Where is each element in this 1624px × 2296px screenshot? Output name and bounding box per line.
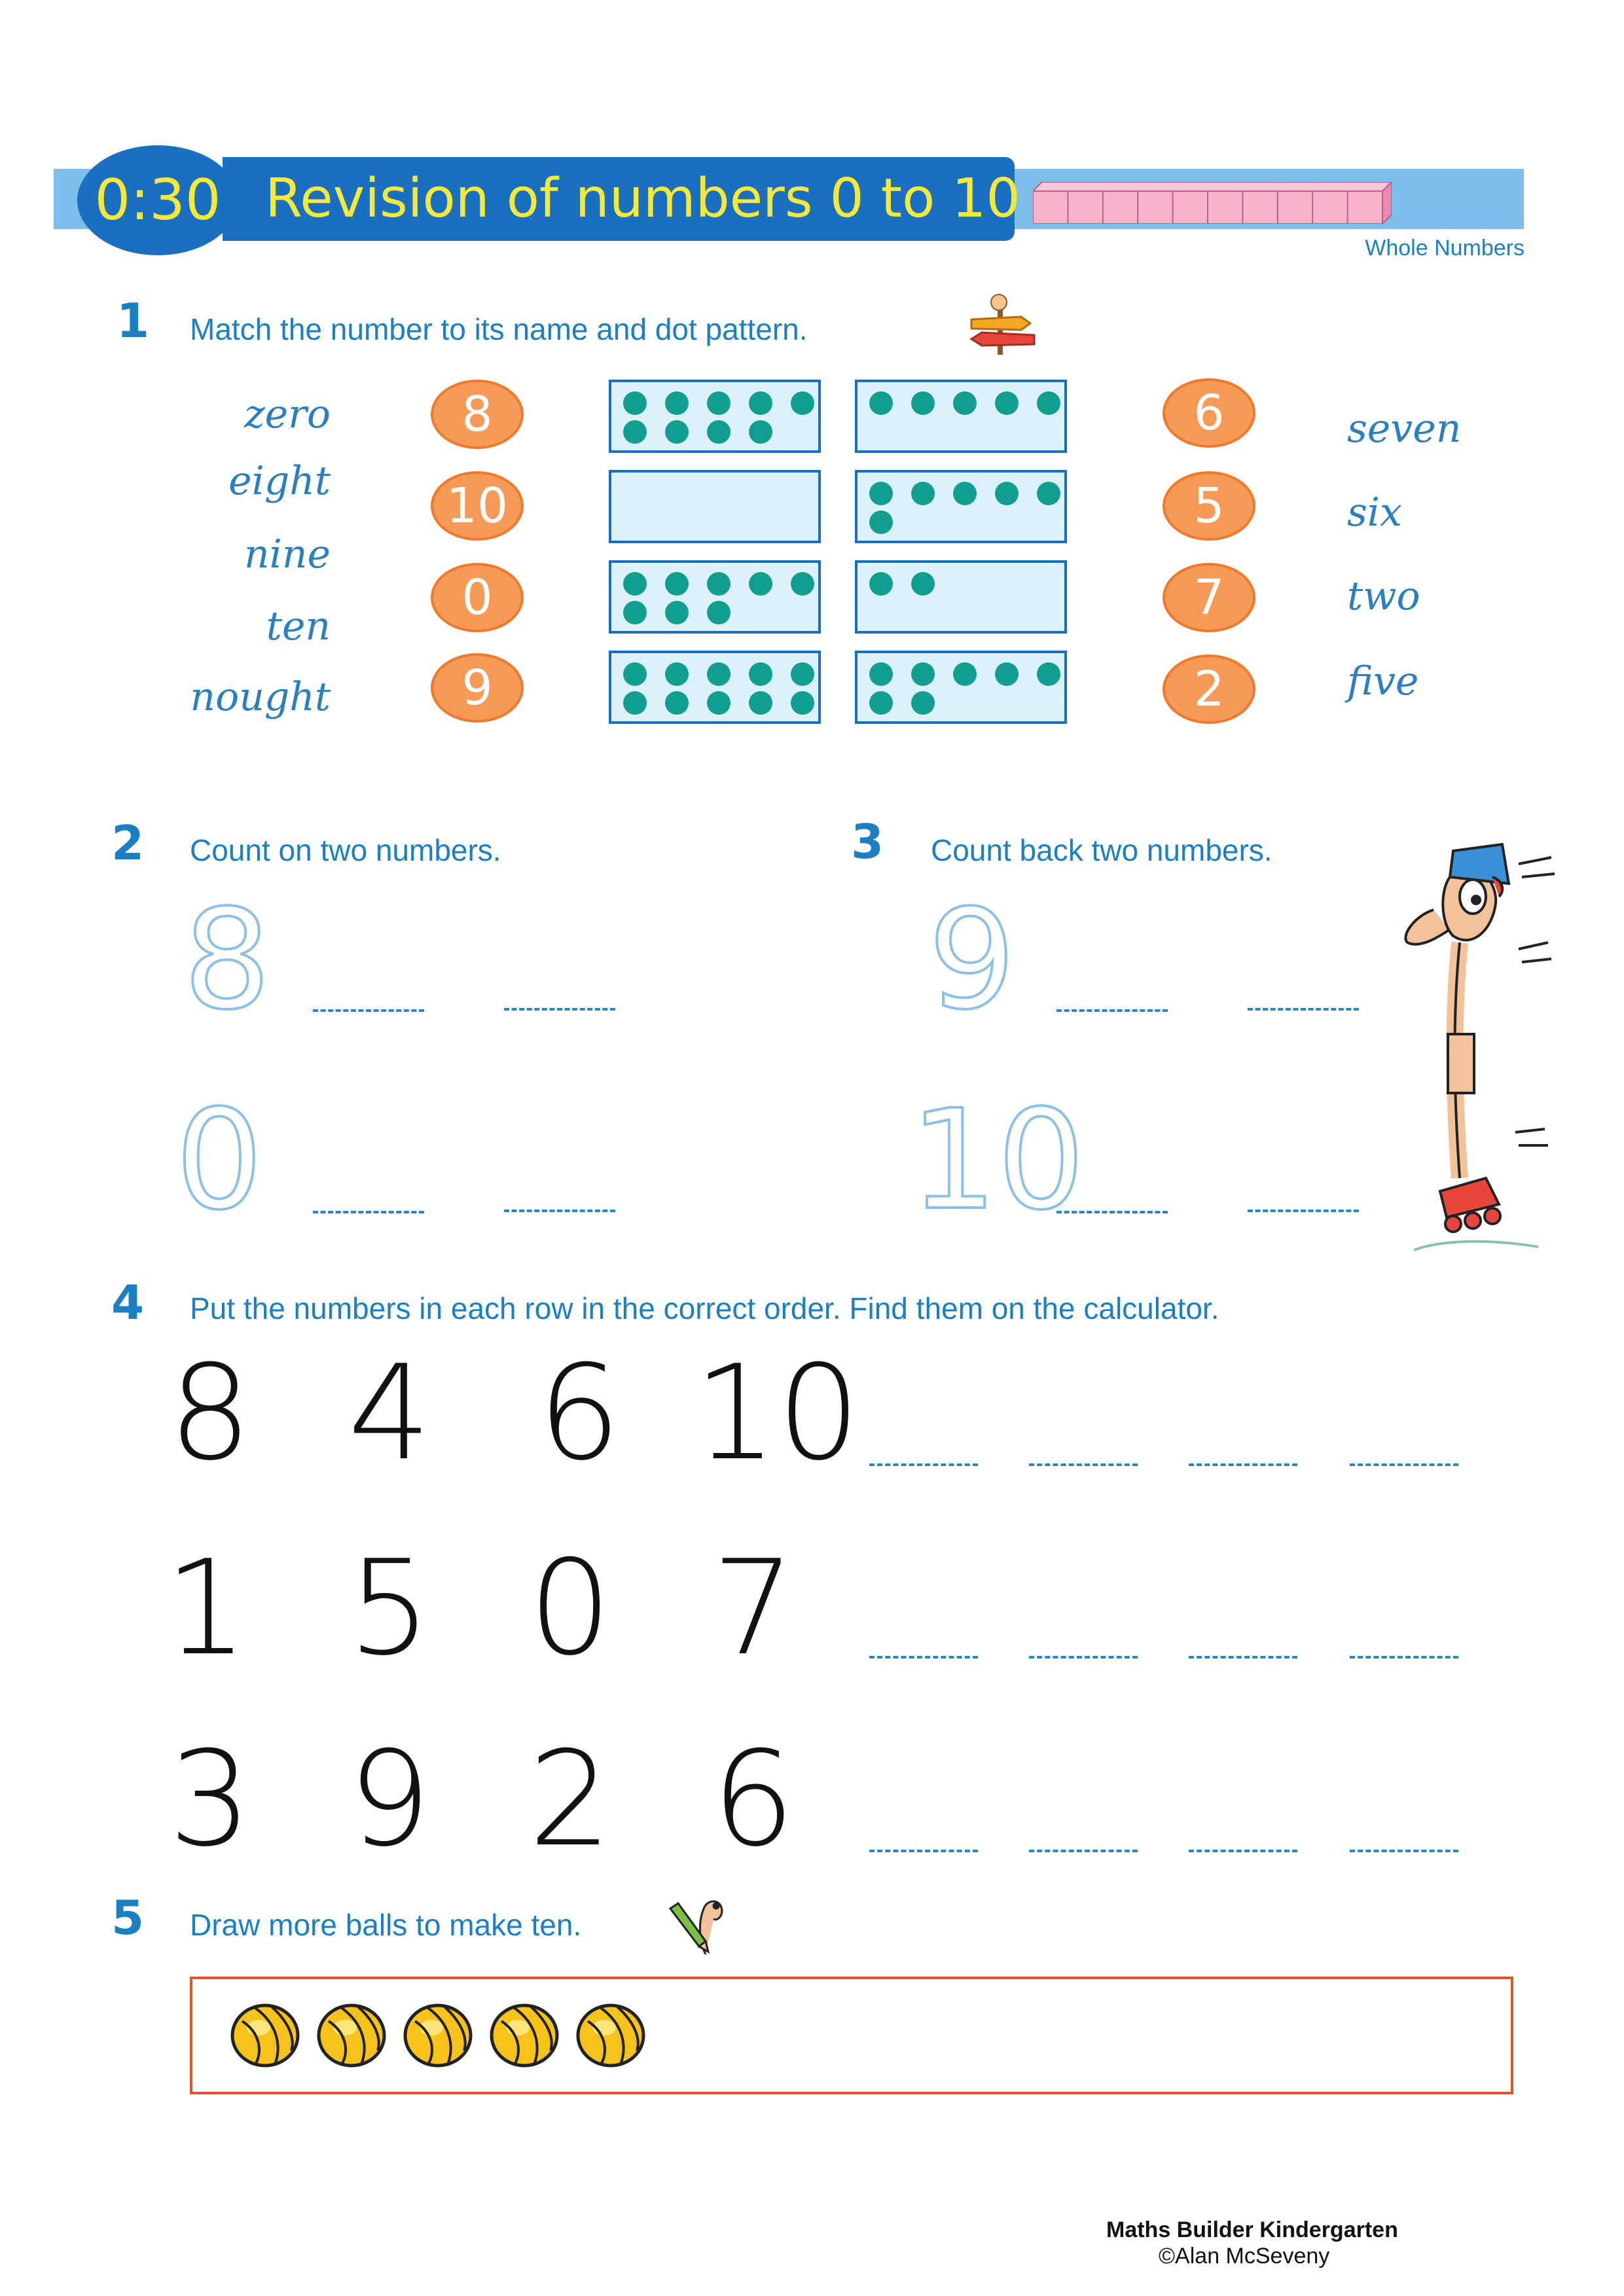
dot xyxy=(869,391,893,415)
order-number: 8 xyxy=(168,1337,252,1490)
dot xyxy=(911,662,935,686)
dot xyxy=(749,662,772,686)
dot xyxy=(623,391,647,415)
number-oval: 6 xyxy=(1163,378,1255,448)
order-number: 9 xyxy=(348,1723,431,1876)
dot xyxy=(791,572,814,596)
answer-blank[interactable] xyxy=(1189,1850,1297,1852)
dot xyxy=(911,391,935,415)
dot xyxy=(665,691,689,715)
dot xyxy=(665,572,689,596)
dot xyxy=(911,572,935,596)
number-oval: 10 xyxy=(431,471,524,541)
dot xyxy=(869,691,893,715)
dot xyxy=(749,420,772,444)
order-number: 3 xyxy=(168,1723,252,1876)
dot xyxy=(749,691,772,715)
answer-blank[interactable] xyxy=(1056,1009,1168,1012)
word-seven: seven xyxy=(1347,406,1462,452)
word-ten: ten xyxy=(266,603,331,649)
answer-blank[interactable] xyxy=(1029,1850,1138,1852)
number-oval: 5 xyxy=(1163,471,1255,541)
dot xyxy=(953,391,977,415)
number-oval: 9 xyxy=(431,653,524,723)
dot xyxy=(707,420,731,444)
dot-pattern-box xyxy=(609,470,821,543)
dot xyxy=(623,691,647,715)
question-1-text: Match the number to its name and dot pattern. xyxy=(190,312,808,346)
number-oval: 0 xyxy=(431,563,524,632)
answer-blank[interactable] xyxy=(313,1211,424,1213)
word-six: six xyxy=(1347,490,1402,535)
dot xyxy=(749,391,772,415)
answer-blank[interactable] xyxy=(1029,1656,1138,1659)
traced-start-number: 10 xyxy=(910,1080,1085,1240)
question-5-text: Draw more balls to make ten. xyxy=(190,1908,582,1942)
question-5-number: 5 xyxy=(111,1890,145,1945)
dot-pattern-box xyxy=(609,380,821,453)
order-number: 6 xyxy=(537,1337,621,1490)
dot xyxy=(623,420,647,444)
answer-blank[interactable] xyxy=(869,1463,978,1466)
ball-icon xyxy=(488,2001,560,2070)
question-4-number: 4 xyxy=(111,1275,145,1330)
dot xyxy=(1037,662,1060,686)
ball-icon xyxy=(316,2001,388,2070)
word-two: two xyxy=(1347,573,1420,619)
order-number: 5 xyxy=(348,1532,431,1685)
dot xyxy=(707,691,731,715)
dot xyxy=(869,662,893,686)
worm-pencil-icon xyxy=(666,1895,732,1958)
answer-blank[interactable] xyxy=(1189,1463,1297,1466)
dot xyxy=(665,662,689,686)
answer-blank[interactable] xyxy=(869,1656,978,1659)
dot xyxy=(623,601,647,624)
footer-book-title: Maths Builder Kindergarten xyxy=(1106,2217,1398,2242)
dot-pattern-box xyxy=(855,380,1067,453)
answer-blank[interactable] xyxy=(313,1009,424,1012)
dot xyxy=(707,572,731,596)
word-nine: nine xyxy=(244,531,331,577)
order-number: 0 xyxy=(528,1532,612,1685)
question-4-text: Put the numbers in each row in the correct order. Find them on the calculator. xyxy=(190,1291,1219,1325)
dot xyxy=(623,662,647,686)
ball-icon xyxy=(575,2001,647,2070)
dot xyxy=(707,391,731,415)
dot xyxy=(911,691,935,715)
number-oval: 8 xyxy=(431,380,524,449)
answer-blank[interactable] xyxy=(1248,1210,1359,1212)
dot xyxy=(791,391,814,415)
word-five: five xyxy=(1347,658,1419,704)
word-nought: nought xyxy=(190,674,331,720)
answer-blank[interactable] xyxy=(869,1850,978,1852)
dot xyxy=(1037,482,1060,505)
answer-blank[interactable] xyxy=(1029,1463,1138,1466)
dot-pattern-box xyxy=(855,470,1067,543)
question-3-number: 3 xyxy=(851,814,884,869)
traced-start-number: 0 xyxy=(175,1080,263,1240)
traced-start-number: 8 xyxy=(183,880,271,1040)
roller-skater-illustration xyxy=(1388,838,1558,1270)
number-oval: 7 xyxy=(1163,563,1255,632)
ball-icon xyxy=(229,2001,301,2070)
dot-pattern-box xyxy=(855,560,1067,634)
dot xyxy=(911,482,935,505)
answer-blank[interactable] xyxy=(1350,1463,1458,1466)
footer-copyright: ©Alan McSeveny xyxy=(1159,2244,1330,2269)
question-3-text: Count back two numbers. xyxy=(931,833,1272,867)
traced-start-number: 9 xyxy=(928,880,1016,1040)
dot xyxy=(707,662,731,686)
dot xyxy=(869,511,893,534)
dot xyxy=(953,482,977,505)
word-eight: eight xyxy=(228,458,331,504)
question-1-number: 1 xyxy=(117,293,150,348)
dot xyxy=(995,391,1019,415)
dot xyxy=(791,662,814,686)
answer-blank[interactable] xyxy=(1189,1656,1297,1659)
dot xyxy=(995,662,1019,686)
answer-blank[interactable] xyxy=(1248,1008,1359,1011)
order-number: 7 xyxy=(712,1532,795,1685)
answer-blank[interactable] xyxy=(504,1210,615,1212)
dot xyxy=(953,662,977,686)
balls-row xyxy=(229,2001,818,2073)
dot xyxy=(707,601,731,624)
dot xyxy=(623,572,647,596)
dot-pattern-box xyxy=(609,560,821,634)
order-number: 2 xyxy=(528,1723,612,1876)
dot xyxy=(869,482,893,505)
question-2-text: Count on two numbers. xyxy=(190,833,501,867)
dot-pattern-box xyxy=(609,651,821,724)
dot xyxy=(665,391,689,415)
page-title: Revision of numbers 0 to 10 xyxy=(265,168,1020,230)
number-oval: 2 xyxy=(1163,655,1255,724)
answer-blank[interactable] xyxy=(1350,1656,1458,1659)
base-ten-rod-icon xyxy=(1033,182,1392,224)
dot xyxy=(791,691,814,715)
dot xyxy=(869,572,893,596)
answer-blank[interactable] xyxy=(1056,1211,1168,1213)
dot xyxy=(665,420,689,444)
ball-icon xyxy=(402,2001,474,2070)
time-label: 0:30 xyxy=(94,168,221,233)
dot xyxy=(995,482,1019,505)
order-number: 6 xyxy=(712,1723,795,1876)
order-number: 1 xyxy=(164,1532,248,1685)
order-number: 4 xyxy=(348,1337,431,1490)
strand-label: Whole Numbers xyxy=(1365,236,1525,260)
question-2-number: 2 xyxy=(111,816,145,870)
dot-pattern-box xyxy=(855,651,1067,724)
dot xyxy=(665,601,689,624)
dot xyxy=(749,572,772,596)
order-number: 10 xyxy=(694,1337,861,1490)
answer-blank[interactable] xyxy=(504,1008,615,1011)
dot xyxy=(1037,391,1060,415)
answer-blank[interactable] xyxy=(1350,1850,1458,1852)
word-zero: zero xyxy=(244,391,331,437)
signpost-icon xyxy=(962,292,1041,357)
